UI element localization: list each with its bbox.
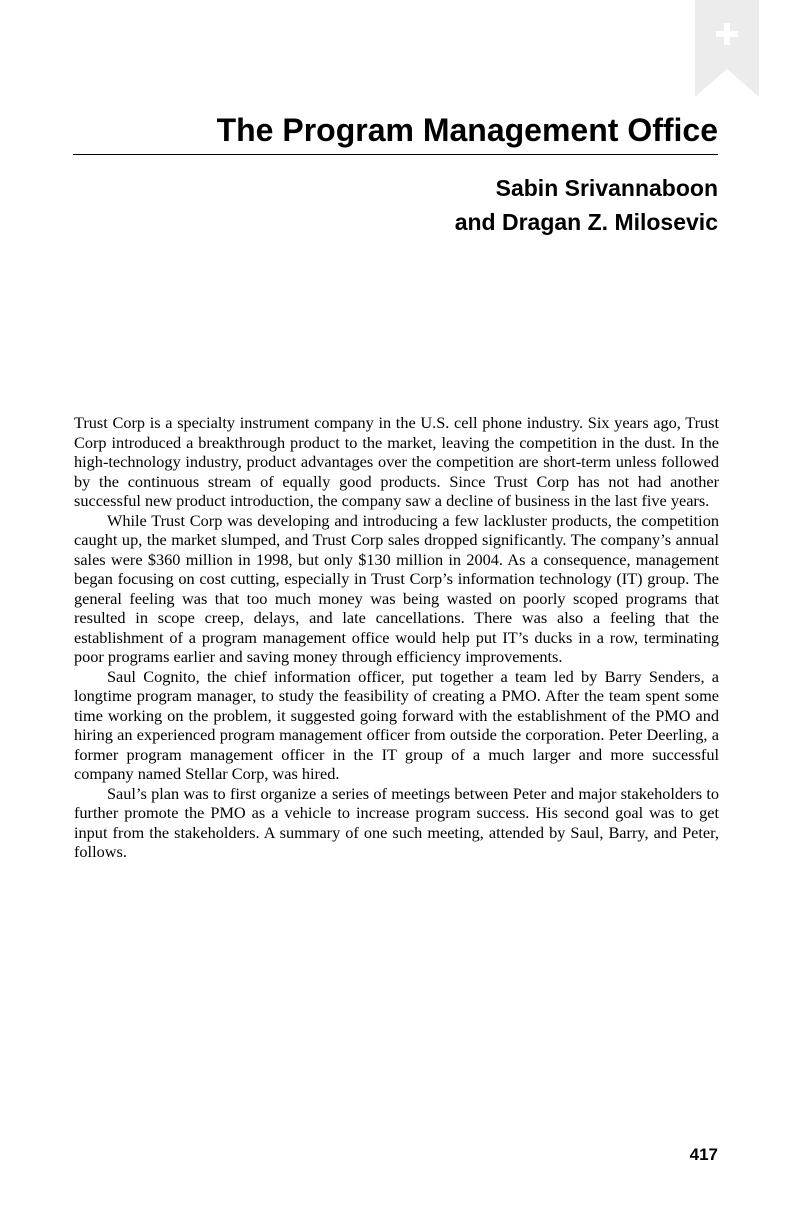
bookmark-ribbon[interactable] [695,0,759,97]
page-number: 417 [689,1145,718,1164]
title-divider [73,154,718,155]
chapter-title: The Program Management Office [216,112,718,148]
chapter-authors [455,171,718,239]
paragraph: Trust Corp is a specialty instrument company in the U.S. cell phone industry. Six years ago, Trust Corp introduced a breakthrough product to the market, leaving the competition in the dust. In the high-technology industry, product advantages over the competition are short-term unless followed by the continuous stream of equally good products. Since Trust Corp has not had another successful new product introduction, the company saw a decline of business in the last five years. [74,413,719,510]
paragraph: Saul’s plan was to first organize a series of meetings between Peter and major stakeholders to further promote the PMO as a vehicle to increase program success. His second goal was to get input from the stakeholders. A summary of one such meeting, attended by Saul, Barry, and Peter, follows. [74,783,719,861]
author-line: Sabin Srivannaboon [495,175,718,201]
paragraph: While Trust Corp was developing and introducing a few lackluster products, the competition caught up, the market slumped, and Trust Corp sales dropped significantly. The company’s annual sales were $360 million in 1998, but only $130 million in 2004. As a consequence, management began focusing on cost cutting, especially in Trust Corp’s information technology (IT) group. The general feeling was that too much money was being wasted on poorly scoped programs that resulted in scope creep, delays, and late cancellations. There was also a feeling that the establishment of a program management office would help put IT’s ducks in a row, terminating poor programs earlier and saving money through efficiency improvements. [74,510,719,666]
plus-icon[interactable] [713,20,741,48]
author-line: and Dragan Z. Milosevic [454,209,718,235]
paragraph: Saul Cognito, the chief information officer, put together a team led by Barry Senders, a longtime program manager, to study the feasibility of creating a PMO. After the team spent some time working on the problem, it suggested going forward with the establishment of the PMO and hiring an experienced program management officer from outside the corporation. Peter Deerling, a former program management officer in the IT group of a much larger and more successful company named Stellar Corp, was hired. [74,666,719,783]
body-text [74,413,719,862]
